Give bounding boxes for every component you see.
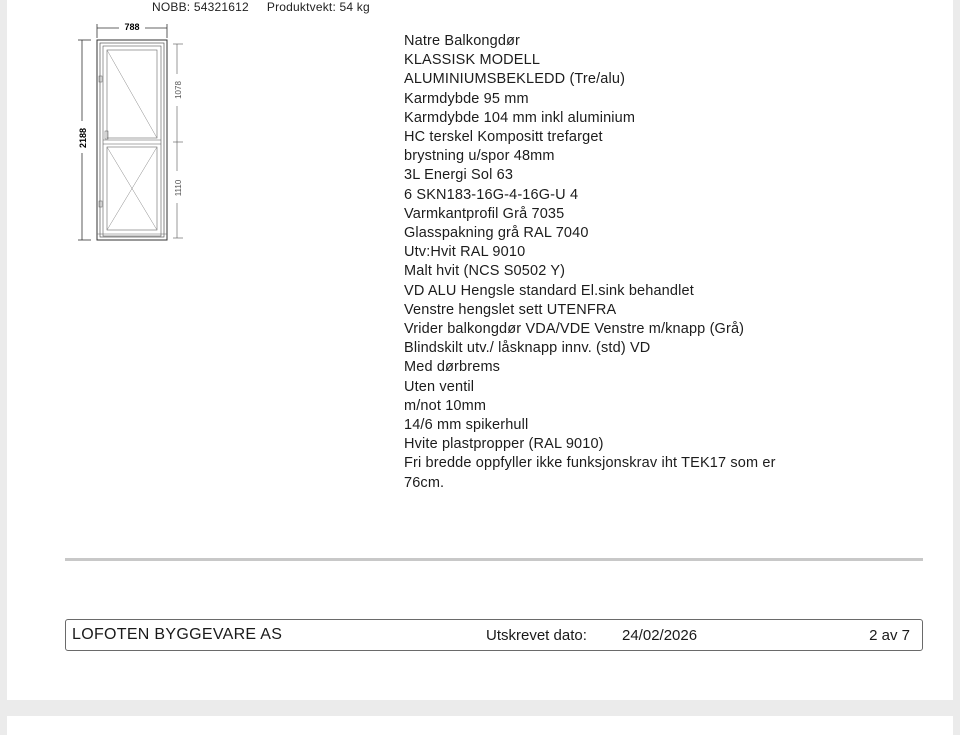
- company-name: LOFOTEN BYGGEVARE AS: [72, 626, 283, 643]
- next-page: [7, 716, 953, 735]
- spec-line: ALUMINIUMSBEKLEDD (Tre/alu): [404, 71, 626, 88]
- page-footer: [65, 619, 923, 651]
- divider: [65, 558, 923, 561]
- spec-line: m/not 10mm: [404, 397, 487, 414]
- product-weight: Produktvekt: 54 kg: [266, 0, 370, 14]
- spec-line: Utv:Hvit RAL 9010: [404, 244, 526, 261]
- spec-line: 14/6 mm spikerhull: [404, 417, 529, 434]
- spec-line: Natre Balkongdør: [404, 33, 521, 49]
- height-dimension: 2188: [78, 127, 88, 149]
- spec-line: Med dørbrems: [404, 359, 501, 376]
- spec-line: HC terskel Kompositt trefarget: [404, 129, 603, 146]
- spec-line: 3L Energi Sol 63: [404, 167, 514, 184]
- print-date: 24/02/2026: [622, 626, 698, 644]
- spec-line: KLASSISK MODELL: [404, 52, 541, 69]
- document-page: [7, 0, 953, 700]
- spec-line: Vrider balkongdør VDA/VDE Venstre m/knapp (Grå): [404, 321, 745, 338]
- spec-line: Venstre hengslet sett UTENFRA: [404, 301, 617, 318]
- upper-section-dimension: 1078: [174, 81, 183, 99]
- spec-line: Glasspakning grå RAL 7040: [404, 225, 589, 242]
- width-dimension: 788: [124, 22, 140, 32]
- spec-line: VD ALU Hengsle standard El.sink behandlet: [404, 282, 694, 299]
- spec-line: Hvite plastpropper (RAL 9010): [404, 436, 604, 453]
- nobb-number: NOBB: 54321612: [152, 0, 249, 14]
- lower-section-dimension: 1110: [174, 179, 183, 197]
- specification-list: [404, 32, 804, 493]
- spec-line: Karmdybde 95 mm: [404, 90, 529, 107]
- spec-line: Karmdybde 104 mm inkl aluminium: [404, 109, 636, 126]
- spec-line: Varmkantprofil Grå 7035: [404, 205, 565, 222]
- spec-line: Fri bredde oppfyller ikke funksjonskrav iht TEK17 som er 76cm.: [404, 455, 776, 491]
- spec-line: brystning u/spor 48mm: [404, 148, 555, 165]
- print-date-label: Utskrevet dato:: [486, 626, 587, 644]
- product-header: [152, 0, 370, 14]
- door-drawing: [67, 16, 197, 246]
- page-number: 2 av 7: [869, 626, 910, 644]
- spec-line: 6 SKN183-16G-4-16G-U 4: [404, 186, 579, 203]
- spec-line: Uten ventil: [404, 378, 475, 395]
- spec-line: Malt hvit (NCS S0502 Y): [404, 263, 566, 280]
- spec-line: Blindskilt utv./ låsknapp innv. (std) VD: [404, 340, 651, 357]
